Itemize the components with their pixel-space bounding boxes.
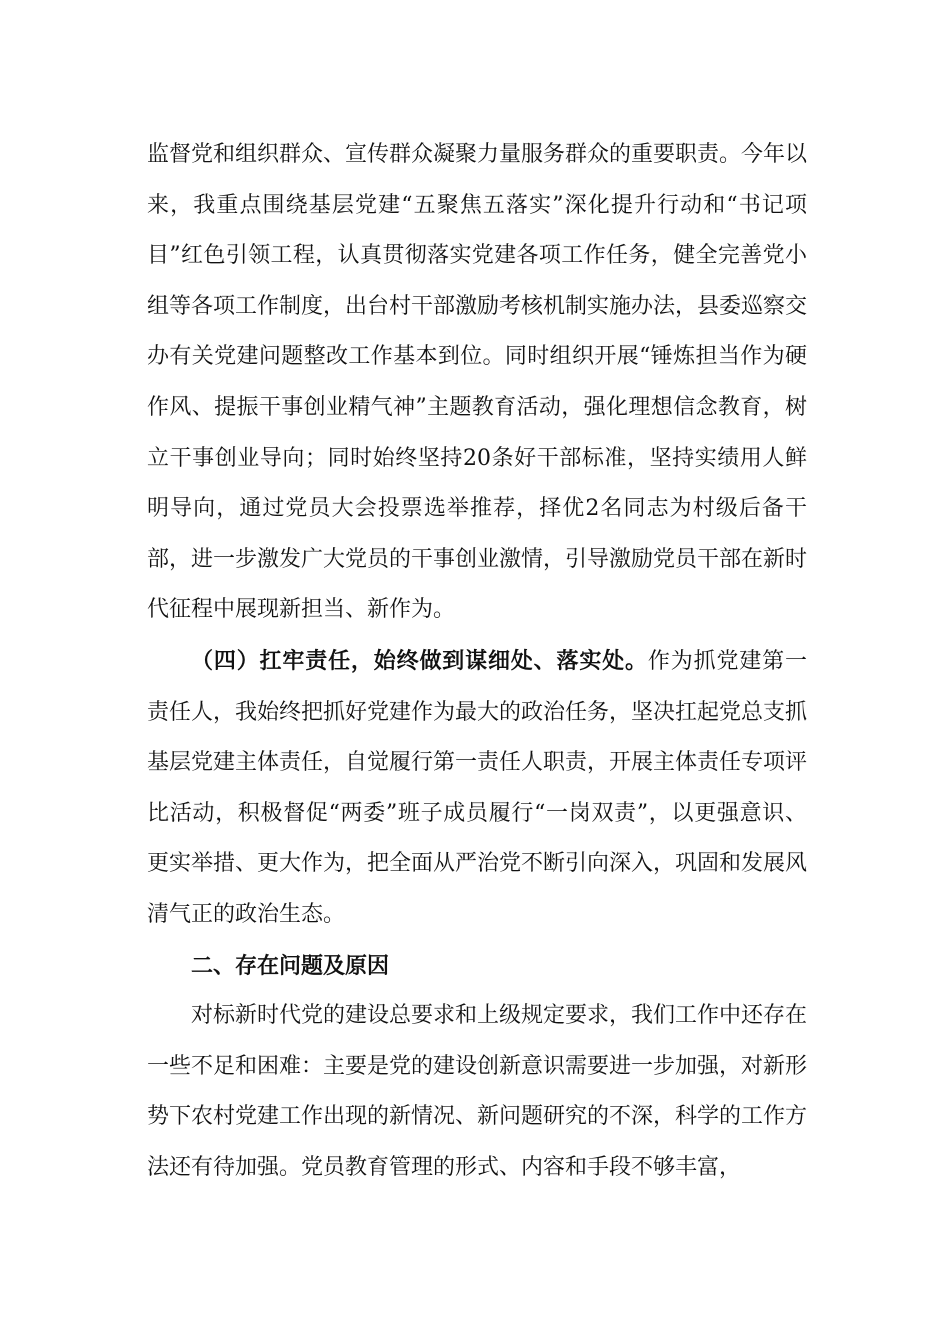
paragraph-problems: 对标新时代党的建设总要求和上级规定要求，我们工作中还存在一些不足和困难：主要是党的建设创新意识需要进一步加强，对新形势下农村党建工作出现的新情况、新问题研究的不深，科学的工作方法还有待加强。党员教育管理的形式、内容和手段不够丰富，	[147, 1003, 808, 1180]
heading-problems-and-causes: 二、存在问题及原因	[191, 952, 390, 979]
paragraph-party-building-work: 监督党和组织群众、宣传群众凝聚力量服务群众的重要职责。今年以来，我重点围绕基层党建“五聚焦五落实”深化提升行动和“书记项目”红色引领工程，认真贯彻落实党建各项工作任务，健全完善党小组等各项工作制度，出台村干部激励考核机制实施办法，县委巡察交办有关党建问题整改工作基本到位。同时组织开展“锤炼担当作为硬作风、提振干事创业精气神”主题教育活动，强化理想信念教育，树立干事创业导向；同时始终坚持20条好干部标准，坚持实绩用人鲜明导向，通过党员大会投票选举推荐，择优2名同志为村级后备干部，进一步激发广大党员的干事创业激情，引导激励党员干部在新时代征程中展现新担当、新作为。	[147, 142, 808, 623]
section-4-title: （四）扛牢责任，始终做到谋细处、落实处。	[191, 647, 648, 674]
section-4-body: 作为抓党建第一责任人，我始终把抓好党建作为最大的政治任务，坚决扛起党总支抓基层党建主体责任，自觉履行第一责任人职责，开展主体责任专项评比活动，积极督促“两委”班子成员履行“一岗双责”，以更强意识、更实举措、更大作为，把全面从严治党不断引向深入，巩固和发展风清气正的政治生态。	[147, 648, 808, 927]
document-body	[147, 130, 807, 1193]
paragraph-section-4	[147, 636, 807, 941]
